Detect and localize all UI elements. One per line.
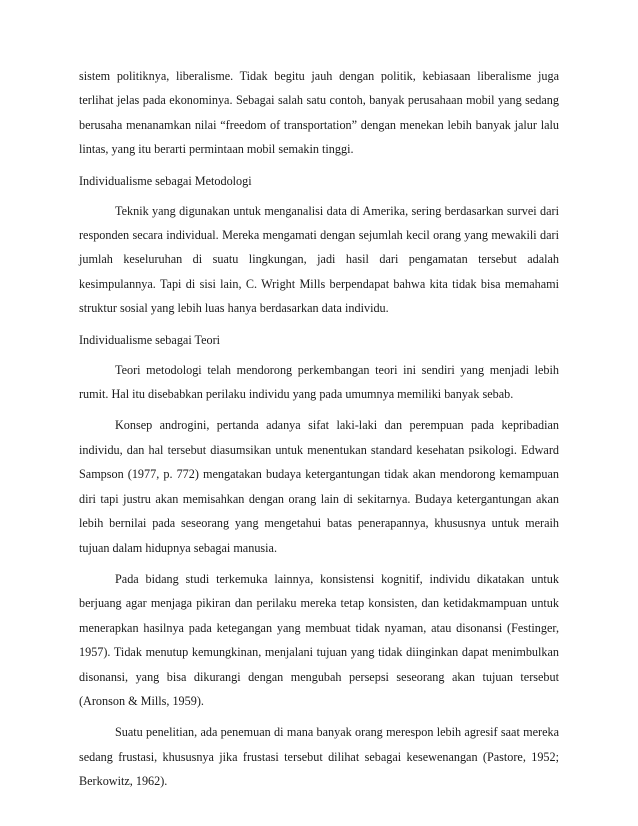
paragraph-methodology: Teknik yang digunakan untuk menganalisi data di Amerika, sering berdasarkan survei dari responden secara individual. Mereka mengamati dengan sejumlah kecil orang yang mewakili dari jumlah keseluruhan di suatu lingkungan, jadi hasil dari pengamatan tersebut adalah kesimpulannya. Tapi di sisi lain, C. Wright Mills berpendapat bahwa kita tidak bisa memahami struktur sosial yang lebih luas hanya berdasarkan data individu. [79,203,559,316]
paragraph-frustration-research: Suatu penelitian, ada penemuan di mana banyak orang merespon lebih agresif saat mereka sedang frustasi, khususnya jika frustasi tersebut dilihat sebagai kesewenangan (Pastore, 1952; Berkowitz, 1962). [79,725,559,789]
paragraph-theory-intro: Teori metodologi telah mendorong perkembangan teori ini sendiri yang menjadi lebih rumit. Hal itu disebabkan perilaku individu yang pada umumnya memiliki banyak sebab. [79,362,559,402]
paragraph-cognitive-consistency: Pada bidang studi terkemuka lainnya, konsistensi kognitif, individu dikatakan untuk berjuang agar menjaga pikiran dan perilaku mereka tetap konsisten, dan ketidakmampuan untuk menerapkan hasilnya pada ketegangan yang membuat tidak nyaman, atau disonansi (Festinger, 1957). Tidak menutup kemungkinan, menjalani tujuan yang tidak diinginkan dapat menimbulkan disonansi, yang bisa dikurangi dengan mengubah persepsi seseorang akan tujuan tersebut (Aronson & Mills, 1959). [79,571,559,708]
section-heading-theory: Individualisme sebagai Teori [79,332,221,347]
document-body [79,64,559,794]
paragraph-androgyny: Konsep androgini, pertanda adanya sifat laki-laki dan perempuan pada kepribadian individu, dan hal tersebut diasumsikan untuk menentukan standard kesehatan psikologi. Edward Sampson (1977, p. 772) mengatakan budaya ketergantungan tidak akan mendorong kemampuan diri tapi justru akan memisahkan dengan orang lain di sekitarnya. Budaya ketergantungan akan lebih bernilai pada seseorang yang mengetahui batas penerapannya, khususnya untuk meraih tujuan dalam hidupnya sebagai manusia. [79,418,559,555]
section-heading-methodology: Individualisme sebagai Metodologi [79,173,252,188]
paragraph-continuation: sistem politiknya, liberalisme. Tidak begitu jauh dengan politik, kebiasaan liberalisme juga terlihat jelas pada ekonominya. Sebagai salah satu contoh, banyak perusahaan mobil yang sedang berusaha menanamkan nilai “freedom of transportation” dengan menekan lebih banyak jalur lalu lintas, yang itu berarti permintaan mobil semakin tinggi. [79,69,559,157]
